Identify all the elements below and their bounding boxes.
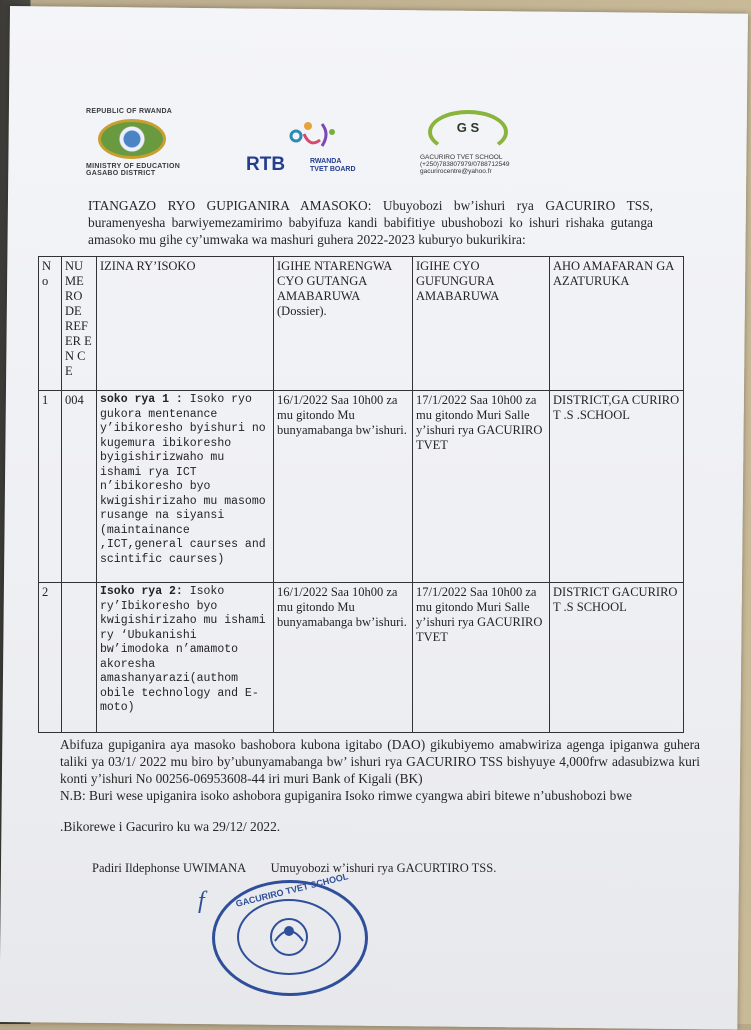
row-tender-title: soko rya 1 : — [100, 393, 183, 406]
logo-line-republic: REPUBLIC OF RWANDA — [86, 108, 173, 115]
stamp-inner-ring — [237, 899, 341, 975]
row-reference: 004 — [62, 391, 97, 583]
row-tender-title: Isoko rya 2: — [100, 585, 183, 598]
row-no: 1 — [39, 391, 62, 583]
rtb-wordmark: RTB — [246, 154, 286, 175]
school-phone: (+250)783807979/0788712549 — [420, 161, 510, 168]
table-row — [39, 583, 684, 733]
rtb-subtitle — [310, 158, 356, 174]
row-tender-desc: Isoko ryo gukora mentenance y’ibikoresho byishuri no kugemura ibikoresho byigishirizwaho mu ishami rya ICT n’ibikoresho byo kwigishirizaho mu masomo rusange na siyansi (maintainance ,ICT,general caurses and scintific caurses) — [100, 393, 266, 566]
stamp-text: GACURIRO TVET SCHOOL — [234, 871, 350, 909]
header-reference: NU ME RO DE REF ER EN CE — [62, 257, 97, 391]
row-tender-name — [97, 391, 274, 583]
rtb-emblem-icon — [286, 118, 346, 154]
row-opening: 17/1/2022 Saa 10h00 za mu gitondo Muri Salle y’ishuri rya GACURIRO TVET — [413, 391, 550, 583]
row-tender-desc: Isoko ry’Ibikoresho byo kwigishirizaho mu ishami ry ‘Ubukanishi bw’imodoka n’amamoto akoresha amashanyarazi(authom obile technology and E-moto) — [100, 585, 266, 714]
table-row — [39, 391, 684, 583]
row-funding: DISTRICT GACURIRO T .S SCHOOL — [550, 583, 684, 733]
header-tender-name: IZINA RY’ISOKO — [97, 257, 274, 391]
header-submission-deadline: IGIHE NTARENGWA CYO GUTANGA AMABARUWA (Dossier). — [274, 257, 413, 391]
signer-role: Umuyobozi w’ishuri rya GACURTIRO TSS. — [270, 861, 497, 875]
tender-table — [38, 256, 684, 733]
row-deadline: 16/1/2022 Saa 10h00 za mu gitondo Mu bunyamabanga bw’ishuri. — [274, 391, 413, 583]
row-funding: DISTRICT,GA CURIRO T .S .SCHOOL — [550, 391, 684, 583]
school-stamp-icon — [212, 871, 368, 996]
republic-logo — [86, 108, 216, 177]
row-reference — [62, 583, 97, 733]
rtb-logo — [246, 118, 396, 178]
signature-line — [92, 860, 496, 877]
rwanda-seal-icon — [98, 119, 166, 159]
table-header-row — [39, 257, 684, 391]
signer-name: Padiri Ildephonse UWIMANA — [92, 861, 246, 875]
nb-note: N.B: Buri wese upiganira isoko ashobora gupiganira Isoko rimwe cyangwa abiri bitewe n’ubushobozi bwe — [60, 788, 632, 803]
logo-line-district: GASABO DISTRICT — [86, 170, 156, 177]
footer-text — [60, 736, 700, 835]
logo-line-ministry: MINISTRY OF EDUCATION — [86, 163, 181, 170]
school-logo — [420, 110, 560, 180]
rtb-sub-line1: RWANDA — [310, 158, 342, 165]
intro-paragraph: ITANGAZO RYO GUPIGANIRA AMASOKO: Ubuyobozi bw’ishuri rya GACURIRO TSS, buramenyesha barwiyemezamirimo babyifuza kandi babifitiye ubushobozi ko ishuri rishaka gutanga amasoko mu gihe cy’umwaka wa mashuri guhera 2022-2023 kuburyo bukurikira: — [88, 198, 653, 247]
school-name: GACURIRO TVET SCHOOL — [420, 154, 503, 161]
header-opening-time: IGIHE CYO GUFUNGURA AMABARUWA — [413, 257, 550, 391]
school-emblem: G S — [428, 110, 508, 154]
row-no: 2 — [39, 583, 62, 733]
rtb-sub-line2: TVET BOARD — [310, 166, 356, 173]
header-funding-source: AHO AMAFARAN GA AZATURUKA — [550, 257, 684, 391]
stamp-emblem-icon — [239, 901, 339, 973]
row-opening: 17/1/2022 Saa 10h00 za mu gitondo Muri Salle y’ishuri rya GACURIRO TVET — [413, 583, 550, 733]
dao-paragraph: Abifuza gupiganira aya masoko bashobora kubona igitabo (DAO) gikubiyemo amabwiriza agenga ipiganwa guhera taliki ya 03/1/ 2022 mu biro by’ubunyamabanga bw’ ishuri rya GACURIRO TSS bishyuye 4,000frw adasubizwa kuri konti y’ishuri No 00256-06953608-44 iri muri Bank of Kigali (BK) — [60, 737, 700, 786]
school-email: gacurirocentre@yahoo.fr — [420, 168, 492, 175]
header-no: N o — [39, 257, 62, 391]
handwritten-signature-icon: f — [198, 888, 205, 914]
issue-date: .Bikorewe i Gacuriro ku wa 29/12/ 2022. — [60, 819, 281, 834]
row-deadline: 16/1/2022 Saa 10h00 za mu gitondo Mu bunyamabanga bw’ishuri. — [274, 583, 413, 733]
row-tender-name — [97, 583, 274, 733]
